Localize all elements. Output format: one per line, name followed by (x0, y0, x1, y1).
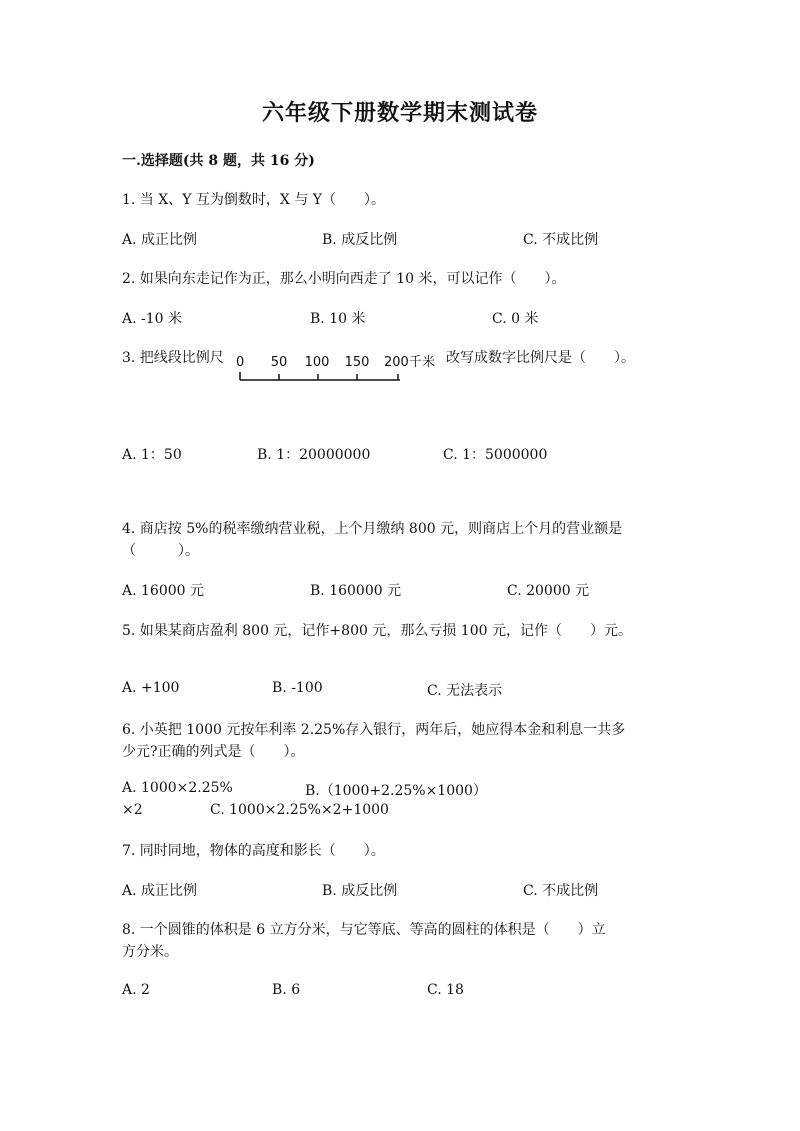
question-7-option-b: B. 成反比例 (322, 883, 398, 899)
section-heading: 一.选择题(共 8 题，共 16 分) (122, 153, 315, 169)
question-8-line-1: 8. 一个圆锥的体积是 6 立方分米，与它等底、等高的圆柱的体积是（ ）立 (122, 922, 606, 938)
question-7-text: 7. 同时同地，物体的高度和影长（ ）。 (122, 843, 385, 859)
question-6-line-2: 少元?正确的列式是（ ）。 (122, 744, 305, 760)
question-3-option-a: A. 1：50 (122, 447, 182, 463)
question-2-option-b: B. 10 米 (310, 311, 366, 327)
question-6-option-a: A. 1000×2.25% (122, 780, 233, 796)
question-6-option-b: B.（1000+2.25%×1000） (305, 783, 487, 799)
question-4-line-2: （ ）。 (122, 543, 199, 559)
question-3-option-b: B. 1：20000000 (257, 447, 371, 463)
question-5-option-a: A. +100 (122, 680, 180, 696)
question-6-option-b-continued: ×2 (122, 802, 143, 818)
question-4-line-1: 4. 商店按 5%的税率缴纳营业税，上个月缴纳 800 元，则商店上个月的营业额是 (122, 521, 623, 537)
question-6-line-1: 6. 小英把 1000 元按年利率 2.25%存入银行，两年后，她应得本金和利息一共多 (122, 722, 626, 738)
question-5-text: 5. 如果某商店盈利 800 元，记作+800 元，那么亏损 100 元，记作（ ）元。 (122, 623, 632, 639)
question-6-option-c: C. 1000×2.25%×2+1000 (210, 802, 389, 818)
question-8-option-a: A. 2 (122, 982, 150, 998)
question-3-text-before: 3. 把线段比例尺 (122, 350, 224, 366)
page-title: 六年级下册数学期末测试卷 (261, 100, 538, 126)
scale-label-0: 0 (236, 355, 245, 370)
question-1-option-c: C. 不成比例 (523, 232, 599, 248)
question-1-text: 1. 当 X、Y 互为倒数时，X 与 Y（ ）。 (122, 192, 386, 208)
question-7-option-c: C. 不成比例 (523, 883, 599, 899)
question-5-option-c: C. 无法表示 (427, 683, 503, 699)
question-2-text: 2. 如果向东走记作为正，那么小明向西走了 10 米，可以记作（ ）。 (122, 271, 566, 287)
question-3-option-c: C. 1：5000000 (443, 447, 548, 463)
line-scale-diagram (232, 348, 452, 390)
question-2-option-a: A. -10 米 (122, 311, 183, 327)
scale-label-50: 50 (270, 355, 288, 370)
scale-label-200: 200千米 (384, 355, 435, 370)
question-8-line-2: 方分米。 (122, 944, 178, 960)
question-8-option-b: B. 6 (272, 982, 301, 998)
question-4-option-b: B. 160000 元 (310, 583, 402, 599)
question-5-option-b: B. -100 (272, 680, 323, 696)
question-3-text-after: 改写成数字比例尺是（ ）。 (446, 350, 635, 366)
scale-label-100: 100 (304, 355, 330, 370)
question-1-option-a: A. 成正比例 (122, 232, 198, 248)
question-1-option-b: B. 成反比例 (322, 232, 398, 248)
question-4-option-a: A. 16000 元 (122, 583, 204, 599)
question-7-option-a: A. 成正比例 (122, 883, 198, 899)
question-8-option-c: C. 18 (427, 982, 464, 998)
scale-label-150: 150 (344, 355, 370, 370)
question-2-option-c: C. 0 米 (492, 311, 539, 327)
question-4-option-c: C. 20000 元 (507, 583, 590, 599)
